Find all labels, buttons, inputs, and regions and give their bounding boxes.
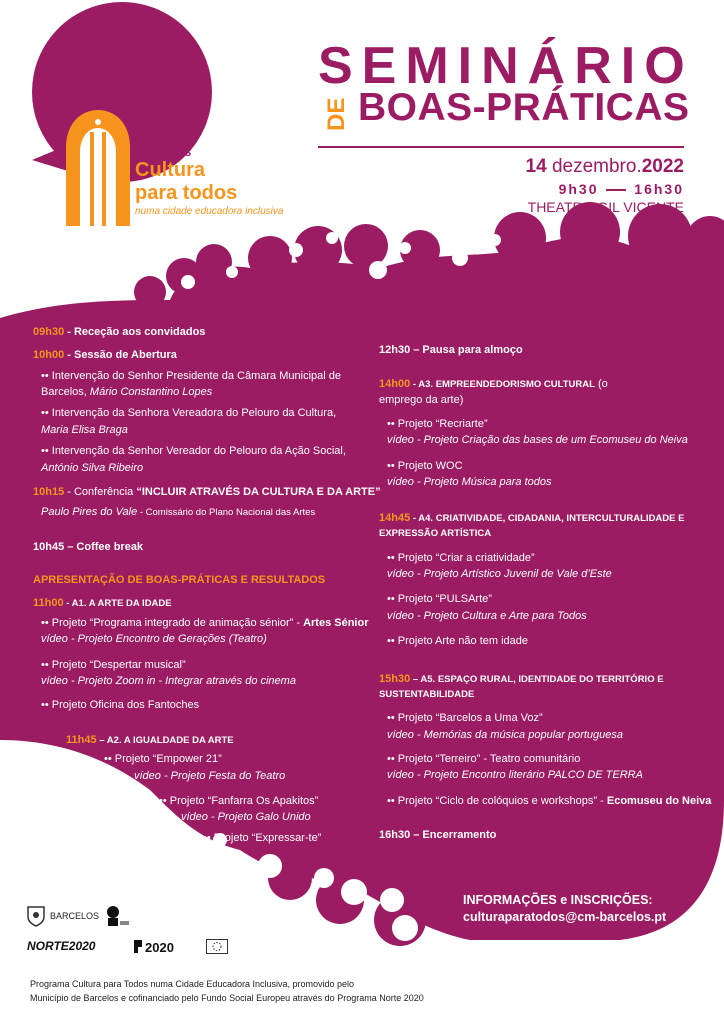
event-date: 14 dezembro.2022 [525, 156, 684, 177]
svg-text:DE: DE [323, 97, 350, 131]
footer-line: Programa Cultura para Todos numa Cidade Educadora Inclusiva, promovido pelo [30, 979, 355, 989]
agenda-detail: vídeo - Projeto Artístico Juvenil de Vale d’Este [387, 568, 612, 580]
agenda-detail: Barcelos, Mário Constantino Lopes [41, 386, 213, 398]
barcelos-crest-icon [26, 905, 46, 927]
cultural-logo-icon [104, 904, 130, 928]
title-rule [318, 146, 684, 148]
agenda-detail: •• Projeto “Programa integrado de animação sénior” - Artes Sénior [41, 617, 369, 629]
agenda-detail: •• Projeto “Expressar-te” [203, 832, 322, 844]
guitar-logo-icon [60, 108, 136, 226]
barcelos-logo-text: BARCELOS [50, 911, 100, 921]
agenda-detail: •• Projeto “Criar a criatividade” [387, 552, 535, 564]
title-de [322, 89, 352, 133]
agenda-item: 10h00 - Sessão de Abertura [33, 349, 177, 361]
agenda-detail: Maria Elisa Braga [41, 424, 128, 436]
info-email-link[interactable]: culturaparatodos@cm-barcelos.pt [463, 910, 667, 924]
info-heading: INFORMAÇÕES e INSCRIÇÕES: [463, 893, 653, 907]
agenda-detail: vídeo - Projeto Galo Unido [181, 811, 311, 823]
agenda-detail: •• Projeto Arte não tem idade [387, 635, 529, 647]
portugal2020-logo: 2020 [145, 940, 174, 955]
agenda-detail: vídeo - Projeto Zoom in - Integrar através do cinema [41, 675, 296, 687]
agenda-detail: •• Projeto “Empower 21” [104, 753, 222, 765]
event-time: 9h30 16h30 [558, 181, 684, 197]
agenda-detail: •• Projeto “Fanfarra Os Apakitos” [159, 795, 319, 807]
footer-line: Município de Barcelos e cofinanciado pelo Fundo Social Europeu através do Programa Norte 2020 [30, 993, 424, 1003]
event-venue: THEATRO GIL VICENTE [527, 199, 684, 215]
agenda-item: 10h45 – Coffee break [33, 541, 144, 553]
agenda-detail: •• Intervenção do Senhor Presidente da Câmara Municipal de [41, 370, 341, 382]
logo-title-line1: Cultura [135, 159, 205, 181]
agenda-detail: •• Projeto “Despertar musical” [41, 659, 186, 671]
logo-subtitle: numa cidade educadora inclusiva [135, 206, 284, 217]
agenda-detail: •• Projeto WOC [387, 460, 463, 472]
agenda-detail: •• Projeto “PULSArte” [387, 593, 492, 605]
agenda-item: 14h00 - A3. EMPREENDEDORISMO CULTURAL (o [379, 378, 608, 390]
agenda-item: 15h30 – A5. ESPAÇO RURAL, IDENTIDADE DO TERRITÓRIO E [379, 673, 664, 685]
agenda-detail: vídeo - Projeto Festa do Teatro [134, 770, 286, 782]
logo-title-line2: para todos [135, 182, 238, 204]
agenda-detail: vídeo - Projeto Cultura e Arte para Todos [387, 610, 587, 622]
norte2020-logo: NORTE2020 [27, 939, 96, 953]
agenda-detail: •• Projeto “Terreiro” - Teatro comunitário [387, 753, 581, 765]
footer-note [30, 977, 424, 1005]
agenda-item: 10h15 - Conferência “INCLUIR ATRAVÉS DA CULTURA E DA ARTE” [33, 486, 381, 498]
agenda-detail: vídeo - Projeto Criação das bases de um Ecomuseu do Neiva [387, 434, 688, 446]
agenda-detail: •• Projeto Oficina dos Fantoches [41, 699, 200, 711]
title-boas-praticas: BOAS-PRÁTICAS [358, 86, 690, 129]
agenda-detail: •• Intervenção da Senhora Vereadora do Pelouro da Cultura, [41, 407, 337, 419]
section-heading: APRESENTAÇÃO DE BOAS-PRÁTICAS E RESULTADOS [33, 574, 326, 586]
agenda-detail: •• Projeto “Barcelos a Uma Voz” [387, 712, 543, 724]
agenda-detail: António Silva Ribeiro [41, 462, 144, 474]
agenda-item: 16h30 – Encerramento [379, 829, 497, 841]
agenda-detail: Paulo Pires do Vale - Comissário do Plano Nacional das Artes [41, 506, 316, 518]
agenda-detail: vídeo - Projeto Música para todos [387, 476, 552, 488]
agenda-detail: EXPRESSÃO ARTÍSTICA [379, 528, 492, 539]
agenda-item: 14h45 - A4. CRIATIVIDADE, CIDADANIA, INTERCULTURALIDADE E [379, 512, 685, 524]
portugal2020-logo-icon [132, 938, 144, 954]
agenda-detail: vídeo - Memórias da música popular portuguesa [387, 729, 624, 741]
logo-city: BARCELOS [135, 148, 192, 159]
title-seminario: SEMINÁRIO [318, 37, 694, 95]
agenda-detail: emprego da arte) [379, 394, 464, 406]
agenda-detail: •• Projeto “Ciclo de colóquios e workshops” - Ecomuseu do Neiva [387, 795, 712, 807]
agenda-item: 11h00 - A1. A ARTE DA IDADE [33, 597, 172, 609]
agenda-detail: SUSTENTABILIDADE [379, 689, 475, 700]
agenda-detail: vídeo - Projeto Encontro de Gerações (Teatro) [41, 633, 267, 645]
agenda-item: 11h45 – A2. A IGUALDADE DA ARTE [66, 734, 234, 746]
agenda-item: 12h30 – Pausa para almoço [379, 344, 523, 356]
agenda-detail: •• Projeto “Recriarte” [387, 418, 488, 430]
agenda-detail: •• Intervenção da Senhor Vereador do Pelouro da Ação Social, [41, 445, 346, 457]
eu-flag-icon [206, 939, 228, 954]
agenda-detail: vídeo - Projeto Encontro literário PALCO DE TERRA [387, 769, 643, 781]
agenda-item: 09h30 - Receção aos convidados [33, 326, 206, 338]
